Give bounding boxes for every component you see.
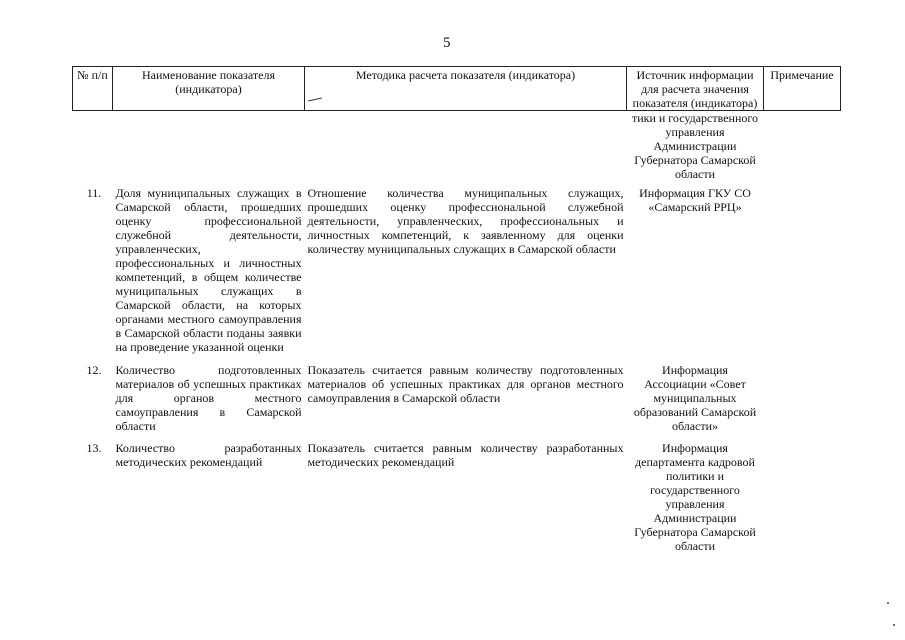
cell-name: Доля муниципальных служащих в Самарской области, прошедших оценку профессиональной служебной деятельности, управленческих, профессиональных и личностных компетенций, в общем количестве муниципальных служащих в Самарской области, на которых органами местного самоуправления в Самарской области поданы заявки на проведение указанной оценки [115, 185, 302, 354]
cell-num: 13. [86, 440, 102, 455]
cell-source: Информация ГКУ СО «Самарский РРЦ» [639, 185, 751, 214]
cell-method: Показатель считается равным количеству разработанных методических рекомендаций [307, 440, 624, 469]
cell-note [764, 363, 841, 441]
header-name: Наименование показателя (индикатора) [113, 67, 305, 111]
cell-note [764, 111, 841, 185]
scan-speck [893, 624, 895, 626]
cell-source: Информация департамента кадровой политики и государственного управления Администрации Губернатора Самарской области [634, 440, 756, 553]
page-number: 5 [443, 35, 451, 51]
cell-note [764, 441, 841, 555]
cell-note [764, 185, 841, 363]
header-source: Источник информации для расчета значения показателя (индикатора) [627, 67, 764, 111]
cell-method [305, 111, 627, 185]
header-num: № п/п [73, 67, 113, 111]
header-method: Методика расчета показателя (индикатора) [305, 67, 627, 111]
cell-source: Информация Ассоциации «Совет муниципальных образований Самарской области» [633, 362, 757, 433]
cell-source: тики и государственного управления Администрации Губернатора Самарской области [631, 111, 759, 181]
cell-num [73, 111, 113, 185]
table-header-row [73, 67, 841, 111]
header-note: Примечание [764, 67, 841, 111]
cell-name: Количество разработанных методических рекомендаций [115, 440, 302, 469]
cell-method: Показатель считается равным количеству подготовленных материалов об успешных практиках для органов местного самоуправления в Самарской области [307, 362, 624, 405]
cell-name: Количество подготовленных материалов об успешных практиках для органов местного самоуправления в Самарской области [115, 362, 302, 433]
table-row [73, 185, 841, 363]
scan-speck [887, 602, 889, 604]
cell-method: Отношение количества муниципальных служащих, прошедших оценку профессиональной служебной деятельности, управленческих, профессиональных и личностных компетенций, к заявленному для оценки количеству муниципальных служащих в Самарской области [307, 185, 624, 256]
table-row [73, 363, 841, 441]
cell-num: 12. [86, 362, 102, 377]
cell-num: 11. [86, 185, 102, 200]
table-row [73, 111, 841, 185]
indicators-table [72, 66, 841, 555]
cell-name [113, 111, 305, 185]
table-row [73, 441, 841, 555]
